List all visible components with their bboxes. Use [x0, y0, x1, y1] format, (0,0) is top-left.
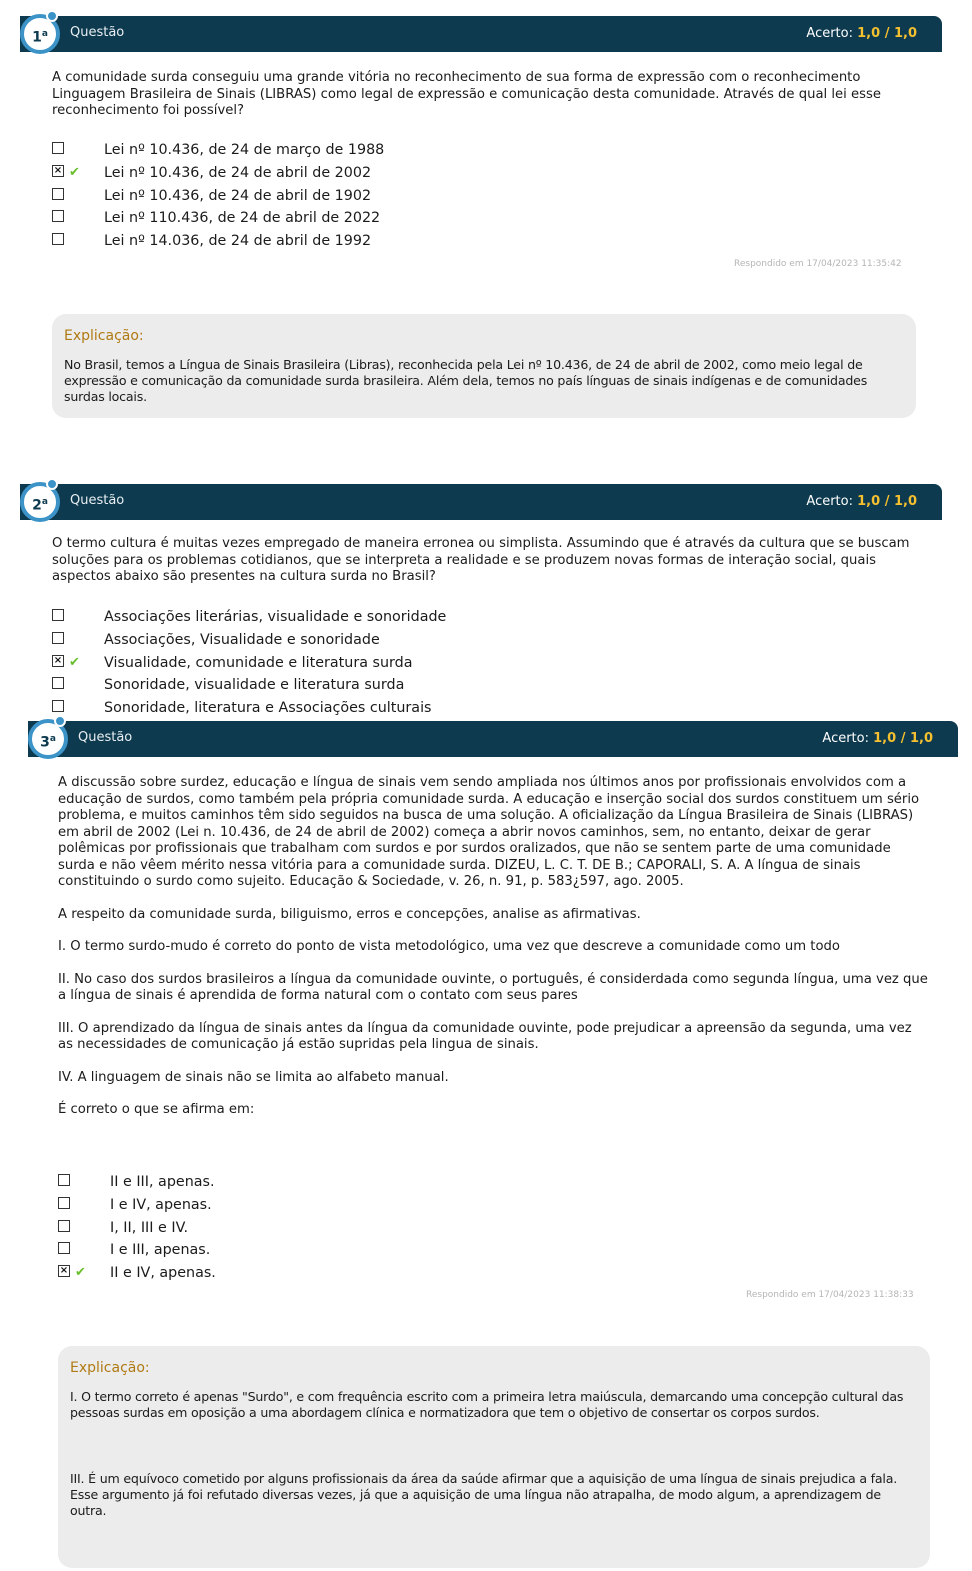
option-b[interactable] [52, 630, 552, 653]
checkbox[interactable] [52, 677, 64, 689]
explanation-box [52, 314, 916, 418]
question-stem [52, 536, 922, 602]
answered-timestamp: Respondido em 17/04/2023 11:38:33 [746, 1290, 914, 1300]
score-value: 1,0 / 1,0 [873, 731, 933, 746]
question-label: Questão [70, 25, 125, 40]
checkbox[interactable] [58, 1197, 70, 1209]
ordinal-indicator: a [41, 29, 48, 39]
answered-timestamp: Respondido em 17/04/2023 11:35:42 [734, 259, 902, 269]
stem-paragraph: IV. A linguagem de sinais não se limita ao alfabeto manual. [58, 1069, 449, 1085]
score-value: 1,0 / 1,0 [857, 26, 917, 41]
options-list [52, 607, 552, 721]
question-label: Questão [78, 730, 133, 745]
checkbox[interactable] [52, 210, 64, 222]
option-text: I, II, III e IV. [110, 1219, 189, 1236]
stem-paragraph: A comunidade surda conseguiu uma grande vitória no reconhecimento de sua forma de expressão com o reconhecimento Linguagem Brasileira de Sinais (LIBRAS) como legal de expressão e comunicação desta comunidade. Através de qual lei esse reconhecimento foi possível? [52, 70, 881, 118]
option-c[interactable] [52, 653, 552, 676]
option-a[interactable] [58, 1172, 558, 1195]
option-b[interactable] [52, 163, 552, 186]
option-text: I e III, apenas. [110, 1242, 211, 1259]
checkbox[interactable] [52, 142, 64, 154]
question-header [28, 721, 958, 757]
option-d[interactable] [52, 208, 552, 231]
x-checkbox-icon[interactable]: × [53, 164, 63, 176]
checkbox[interactable] [52, 188, 64, 200]
checkbox[interactable] [58, 1220, 70, 1232]
checkbox[interactable] [52, 700, 64, 712]
explanation-body [64, 357, 904, 405]
explanation-title: Explicação: [64, 328, 144, 344]
checkmark-icon: ✔ [69, 654, 80, 670]
question-stem [52, 70, 922, 136]
score [806, 26, 917, 41]
option-text: Lei nº 10.436, de 24 de abril de 1902 [104, 187, 372, 204]
option-text: Lei nº 14.036, de 24 de abril de 1992 [104, 233, 372, 250]
option-d[interactable] [52, 675, 552, 698]
option-a[interactable] [52, 140, 552, 163]
badge-dot [46, 478, 58, 490]
ordinal-indicator: a [49, 734, 56, 744]
question-number: 3 [40, 734, 50, 751]
x-checkbox-icon[interactable]: × [53, 654, 63, 666]
option-text: Associações literárias, visualidade e sonoridade [104, 609, 447, 625]
option-c[interactable] [52, 186, 552, 209]
score-label: Acerto: [806, 494, 853, 509]
checkbox[interactable] [52, 609, 64, 621]
options-list [52, 140, 552, 254]
question-number: 1 [32, 29, 42, 46]
score-label: Acerto: [806, 26, 853, 41]
question-number: 2 [32, 497, 42, 514]
score-value: 1,0 / 1,0 [857, 494, 917, 509]
checkbox[interactable] [52, 632, 64, 644]
option-d[interactable] [58, 1240, 558, 1263]
stem-paragraph: É correto o que se afirma em: [58, 1102, 255, 1117]
checkbox[interactable] [52, 233, 64, 245]
option-c[interactable] [58, 1218, 558, 1241]
stem-paragraph: I. O termo surdo-mudo é correto do ponto de vista metodológico, uma vez que descreve a comunidade como um todo [58, 939, 840, 954]
option-e[interactable] [58, 1263, 558, 1286]
explanation-title: Explicação: [70, 1360, 150, 1376]
explanation-body [70, 1389, 918, 1519]
score [806, 494, 917, 509]
option-e[interactable] [52, 231, 552, 254]
explanation-paragraph: I. O termo correto é apenas "Surdo", e com frequência escrito com a primeira letra maiúscula, demarcando uma concepção cultural das pessoas surdas em oposição a uma abordagem clínica e normatizadora que tem o objetivo de consertar os corpos surdos. [70, 1389, 904, 1420]
option-text: I e IV, apenas. [110, 1196, 212, 1213]
stem-paragraph: O termo cultura é muitas vezes empregado de maneira erronea ou simplista. Assumindo que é através da cultura que se buscam soluções para os problemas cotidianos, que se interpreta a realidade e se produzem novas formas de interação social, quais aspectos abaixo são presentes na cultura surda no Brasil? [52, 536, 910, 584]
stem-paragraph: III. O aprendizado da língua de sinais antes da língua da comunidade ouvinte, pode prejudicar a apreensão da segunda, uma vez as necessidades de comunicação já estão supridas pela lingua de sinais. [58, 1020, 912, 1052]
option-b[interactable] [58, 1195, 558, 1218]
option-text: II e III, apenas. [110, 1174, 215, 1190]
checkmark-icon: ✔ [69, 164, 80, 180]
explanation-paragraph: III. É um equívoco cometido por alguns profissionais da área da saúde afirmar que a aquisição de uma língua de sinais prejudica a fala. Esse argumento já foi refutado diversas vezes, já que a aquisição de uma língua não atrapalha, de modo algum, a aprendizagem de outra. [70, 1471, 898, 1518]
option-text: Sonoridade, literatura e Associações culturais [104, 700, 432, 717]
option-text: II e IV, apenas. [110, 1265, 216, 1282]
option-text: Visualidade, comunidade e literatura surda [104, 654, 413, 671]
badge-dot [46, 10, 58, 22]
checkmark-icon: ✔ [75, 1265, 86, 1281]
score-label: Acerto: [822, 731, 869, 746]
checkbox[interactable] [58, 1242, 70, 1254]
question-number-badge [20, 14, 60, 54]
score [822, 731, 933, 746]
option-text: Lei nº 10.436, de 24 de março de 1988 [104, 142, 385, 158]
ordinal-indicator: a [41, 497, 48, 507]
badge-dot [54, 715, 66, 727]
checkbox[interactable] [58, 1174, 70, 1186]
stem-paragraph: II. No caso dos surdos brasileiros a língua da comunidade ouvinte, o português, é considerdada como segunda língua, uma vez que a língua de sinais é aprendida de forma natural com o contato com seus pares [58, 971, 928, 1003]
question-header [20, 484, 942, 520]
option-e[interactable] [52, 698, 552, 721]
option-text: Lei nº 10.436, de 24 de abril de 2002 [104, 164, 372, 181]
stem-paragraph: A discussão sobre surdez, educação e língua de sinais vem sendo ampliada nos últimos anos por profissionais envolvidos com a educação de surdos, como também pela própria comunidade surda. A educação e inserção social dos surdos constituem um sério problema, e muitos caminhos têm sido seguidos na busca de uma solução. A oficialização da Língua Brasileira de Sinais (LIBRAS) em abril de 2002 (Lei n. 10.436, de 24 de abril de 2002) começa a abrir novos caminhos, sem, no entanto, deixar de gerar polêmicas por profissionais que trabalham com surdos e por surdos oralizados, que não se sentem parte de uma comunidade surda e não vêem mérito nessa vitória para a comunidade surda. DIZEU, L. C. T. DE B.; CAPORALI, S. A. A língua de sinais constituindo o surdo como sujeito. Educação & Sociedade, v. 26, n. 91, p. 583¿597, ago. 2005. [58, 775, 920, 889]
option-text: Lei nº 110.436, de 24 de abril de 2022 [104, 210, 381, 227]
question-number-badge [28, 719, 68, 759]
question-stem [58, 775, 930, 1135]
options-list [58, 1172, 558, 1286]
question-label: Questão [70, 493, 125, 508]
explanation-box [58, 1346, 930, 1568]
question-header [20, 16, 942, 52]
stem-paragraph: A respeito da comunidade surda, biliguismo, erros e concepções, analise as afirmativas. [58, 906, 641, 922]
option-text: Sonoridade, visualidade e literatura surda [104, 677, 405, 694]
x-checkbox-icon[interactable]: × [59, 1265, 69, 1277]
question-number-badge [20, 482, 60, 522]
explanation-paragraph: No Brasil, temos a Língua de Sinais Brasileira (Libras), reconhecida pela Lei nº 10.436, de 24 de abril de 2002, como meio legal de expressão e comunicação da comunidade surda brasileira. Além dela, temos no país línguas de sinais indígenas e de comunidades surdas locais. [64, 357, 868, 404]
option-text: Associações, Visualidade e sonoridade [104, 631, 380, 648]
option-a[interactable] [52, 607, 552, 630]
